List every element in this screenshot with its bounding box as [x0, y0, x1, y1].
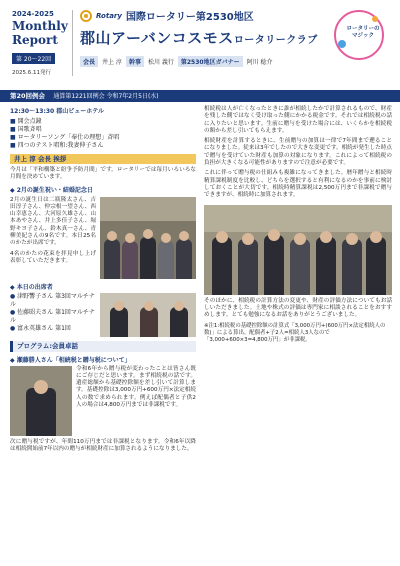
article-paragraph: そのほかに、相続税の計算方法の変更や、財産の評価方法についてもお話しいただきました。土地や株式の評価は専門家に相談されることをおすすめします。とても勉強になるお話をありがとうございました。	[204, 297, 392, 319]
right-column	[204, 106, 392, 344]
speaker-photo	[10, 366, 72, 436]
article-paragraph: 相続財産を計算するときに、生前贈与の加算は一律で7年間まで遡ることになりました。従来は3年でしたので大きな変更です。相続が発生した時点で贈与を受けていた財産も加算の対象になります。これによって相続税の負担が大きくなる可能性がありますので注意が必要です。	[204, 138, 392, 167]
photo-person-head	[34, 380, 48, 394]
photo-person	[290, 239, 310, 295]
footnote: ※注1:相続税の基礎控除額の計算式「3,000万円+(600万円×法定相続人の数)」による算出。配偶者+子2人=相続人3人なので「3,000+600×3=4,800万円」が非課税。	[204, 323, 386, 344]
photo-person	[104, 239, 120, 279]
guest-photo	[100, 293, 196, 337]
talk-paragraph-2: 次に贈与税ですが、年間110万円までは非課税となります。令和6年以降は相続開始前7年以内の贈与が相続財産に加算されるようになりました。	[10, 438, 196, 452]
club-name-main: 郡山アーバンコスモス	[80, 29, 234, 47]
meeting-section-bar	[0, 90, 400, 102]
photo-person	[176, 239, 192, 279]
issue-info	[12, 10, 68, 78]
rotary-district-row	[80, 8, 330, 23]
photo-person	[122, 241, 138, 279]
talk-block	[10, 366, 196, 436]
officer-role: 第2530地区ガバナー	[178, 56, 243, 67]
officer-role: 幹事	[126, 56, 144, 67]
photo-person-head	[346, 233, 358, 245]
theme-logo	[334, 10, 390, 66]
officer-role: 会長	[80, 56, 98, 67]
meeting-subtitle: 通算第1221回例会 令和7年2月5日(水)	[53, 93, 159, 100]
guest-item: ● 佐藤昭夫さん 第1回マルチナル	[10, 309, 96, 325]
photo-person-head	[268, 229, 280, 241]
guest-item: ● 津野響子さん 第3回マルチナル	[10, 293, 96, 309]
photo-person-head	[161, 233, 171, 243]
photo-backdrop	[100, 197, 196, 222]
issue-date: 2025.6.11発行	[12, 70, 51, 76]
photo-person-head	[143, 229, 153, 239]
rotary-wordmark: Rotary	[96, 11, 122, 20]
newsletter-header	[0, 0, 400, 88]
photo-person-head	[179, 231, 189, 241]
talk-paragraph: 令和6年から贈与税が変わったことは皆さん既にご存じだと思います。まず相続税の話です。遺産総額から基礎控除額を差し引いて計算します。基礎控除は3,000万円+600万円×法定相続人の数で求められます。例えば配偶者と子供2人の場合は4,800万円までは非課税です。	[76, 365, 196, 409]
birthday-heading: ◆ 2月の誕生祝い・結婚記念日	[10, 185, 196, 194]
issue-number-badge: 第 20〜22回	[12, 53, 55, 64]
photo-person	[26, 388, 56, 436]
photo-person-head	[242, 233, 254, 245]
officer-name: 井上 淳	[102, 59, 122, 66]
birthday-note: 4名のかたの花束を拝見申し上げ表彰していただきます。	[10, 250, 96, 264]
photo-person-head	[216, 231, 228, 243]
header-divider	[72, 10, 73, 76]
birthday-text	[10, 197, 96, 279]
club-name	[80, 27, 330, 48]
article-paragraph: 相続税は人が亡くなったときに誰が相続したかで計算されるもので、財産を残した側ではなく受け取った側にかかる税金です。それでは相続税の話に入りたいと思います。生前に贈与を受けた場合には、いくらかを相続税の額から差し引いてもらえます。	[204, 106, 392, 134]
left-column	[10, 106, 196, 453]
meeting-title: 第20回例会	[10, 92, 46, 100]
officer-name: 阿川 稔介	[246, 59, 273, 66]
report-label: Report	[12, 33, 58, 47]
speaker-bar: 井上 淳 会長 挨拶	[10, 154, 196, 164]
guests-heading: ◆ 本日の出席者	[10, 282, 196, 291]
group-photo	[204, 205, 392, 295]
photo-person	[316, 237, 336, 295]
photo-backdrop	[204, 205, 392, 232]
photo-person-head	[174, 301, 184, 311]
photo-person-head	[144, 301, 154, 311]
monthly-label: Monthly	[12, 19, 68, 33]
logo-text: ロータリーのマジック	[346, 26, 380, 39]
photo-person	[140, 307, 158, 337]
photo-person-head	[370, 231, 382, 243]
photo-person-head	[294, 233, 306, 245]
schedule-item: ■ ロータリーソング「奉仕の理想」斉唱	[10, 134, 196, 142]
article-paragraph: これに伴って贈与税の仕組みも複雑になってきました。暦年贈与と相続時精算課税制度を比較し、どちらを選択すると有利になるのかを事前に検討しておくことが大切です。相続時精算課税は2,500万円まで非課税で贈与できますが、相続時に加算されます。	[204, 170, 392, 199]
schedule-list	[10, 118, 196, 150]
meeting-time-venue: 12:30〜13:30 郡山ビューホテル	[10, 108, 104, 115]
fiscal-years: 2024-2025	[12, 10, 54, 18]
logo-dot-icon	[338, 40, 346, 48]
schedule-item: ■ 四つのテスト唱和:我妻伸子さん	[10, 142, 196, 150]
guest-list	[10, 293, 96, 337]
schedule-item: ■ 開会点鐘	[10, 118, 196, 126]
club-name-suffix: ロータリークラブ	[233, 35, 318, 46]
officers-row	[80, 56, 330, 67]
club-title-block	[80, 8, 330, 67]
photo-person	[366, 237, 386, 295]
photo-person-head	[320, 231, 332, 243]
photo-person	[110, 307, 128, 337]
birthday-block	[10, 197, 196, 279]
logo-dot-icon	[372, 16, 378, 22]
guests-block	[10, 293, 196, 337]
photo-person	[158, 241, 174, 279]
photo-person	[140, 237, 156, 279]
photo-person	[238, 239, 258, 295]
photo-person	[342, 239, 362, 295]
talk-heading: ◆ 瀬藤勝人さん「相続税と贈与税について」	[10, 355, 196, 364]
program-bar: プログラム:会員卓話	[10, 341, 196, 352]
guest-item: ● 富永英雄さん 第1回	[10, 325, 96, 333]
photo-person	[170, 307, 188, 337]
schedule-item: ■ 国歌斉唱	[10, 126, 196, 134]
photo-person	[264, 235, 284, 295]
district-name: 国際ロータリー第2530地区	[125, 12, 254, 23]
photo-person	[212, 237, 232, 295]
photo-person-head	[107, 231, 117, 241]
officer-name: 松川 義行	[147, 59, 174, 66]
photo-person-head	[125, 233, 135, 243]
photo-person-head	[114, 301, 124, 311]
rotary-wheel-icon	[80, 10, 92, 22]
greeting-paragraph: 今月は「平和構築と紛争予防月間」です。ロータリーでは毎月いろいろな月間を決めています。	[10, 167, 196, 181]
birthday-group-photo	[100, 197, 196, 279]
birthday-paragraph: 2月の誕生日は二瓶隆太さん、吉田淳子さん、仲宗根一望さん、西山幸恵さん、大河原久雄さん、山本あやさん、井上多佳子さん、堀野キヨ子さん、鈴木真一さん、青柳美紀さんの9名です。本日25名のかたが出席です。	[10, 196, 96, 247]
